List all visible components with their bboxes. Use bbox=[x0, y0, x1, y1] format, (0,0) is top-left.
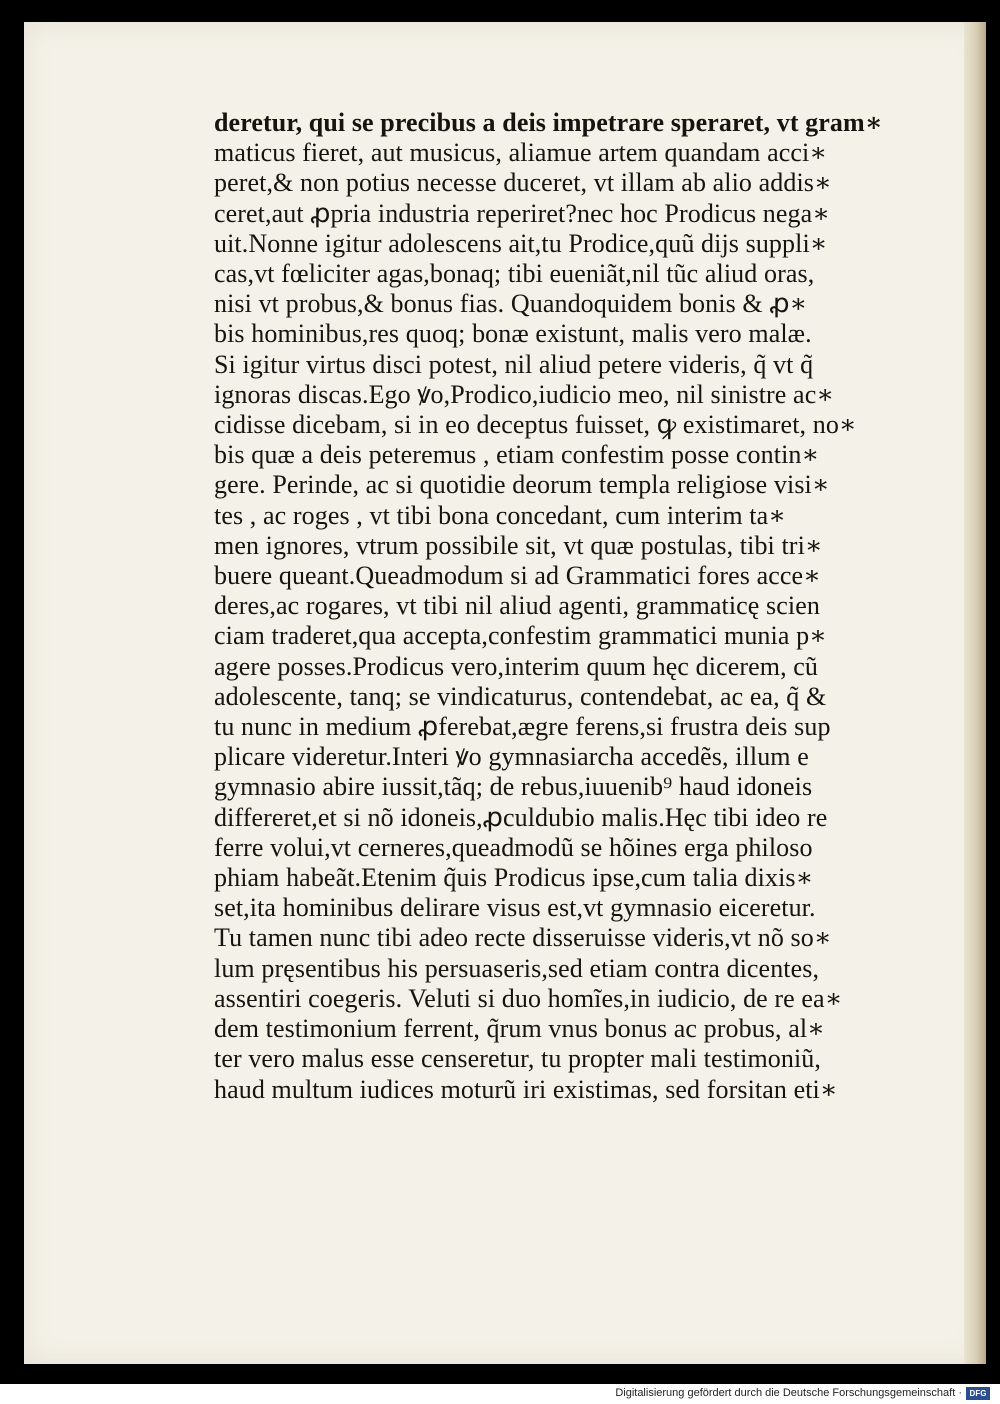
text-line: lum pręsentibus his persuaseris,sed etiam contra dicentes, bbox=[214, 953, 820, 983]
book-page bbox=[24, 22, 986, 1364]
text-line: tes , ac roges , vt tibi bona concedant, cum interim ta∗ bbox=[214, 500, 786, 530]
text-line: assentiri coegeris. Veluti si duo homĩes,in iudicio, de re ea∗ bbox=[214, 983, 843, 1013]
text-line: phiam habeãt.Etenim q̃uis Prodicus ipse,cum talia dixis∗ bbox=[214, 863, 814, 893]
text-line: bis quæ a deis peteremus , etiam confestim posse contin∗ bbox=[214, 440, 820, 470]
text-line: peret,& non potius necesse duceret, vt illam ab alio addis∗ bbox=[214, 168, 832, 198]
text-line: cas,vt fœliciter agas,bonaq; tibi eueniãt,nil tũc aliud oras, bbox=[214, 259, 815, 289]
text-line: gere. Perinde, ac si quotidie deorum templa religiose visi∗ bbox=[214, 470, 830, 500]
text-line: plicare videretur.Interi ꝟo gymnasiarcha accedẽs, illum e bbox=[214, 742, 809, 772]
text-line: haud multum iudices moturũ iri existimas, sed forsitan eti∗ bbox=[214, 1074, 838, 1104]
text-line: maticus fieret, aut musicus, aliamue artem quandam acci∗ bbox=[214, 138, 828, 168]
text-line: ter vero malus esse censeretur, tu propter mali testimoniũ, bbox=[214, 1044, 822, 1074]
text-line: ignoras discas.Ego ꝟo,Prodico,iudicio meo, nil sinistre ac∗ bbox=[214, 379, 835, 409]
text-line: set,ita hominibus delirare visus est,vt gymnasio eiceretur. bbox=[214, 893, 816, 923]
text-line: cidisse dicebam, si in eo deceptus fuisset, ꝙ existimaret, no∗ bbox=[214, 410, 857, 440]
text-line: bis hominibus,res quoq; bonæ existunt, malis vero malæ. bbox=[214, 319, 812, 349]
funding-credit: Digitalisierung gefördert durch die Deutsche Forschungsgemeinschaft · bbox=[615, 1387, 962, 1399]
text-line: deres,ac rogares, vt tibi nil aliud agenti, grammaticę scien bbox=[214, 591, 820, 621]
text-line: gymnasio abire iussit,tãq; de rebus,iuuenib⁹ haud idoneis bbox=[214, 772, 813, 802]
text-line: differeret,et si nõ idoneis,ꝓculdubio malis.Hęc tibi ideo re bbox=[214, 802, 828, 832]
page-edge bbox=[964, 22, 986, 1364]
text-line: dem testimonium ferrent, q̃rum vnus bonus ac probus, al∗ bbox=[214, 1014, 825, 1044]
text-line: adolescente, tanq; se vindicaturus, contendebat, ac ea, q̃ & bbox=[214, 681, 827, 711]
text-line: Si igitur virtus disci potest, nil aliud petere videris, q̃ vt q̃ bbox=[214, 349, 814, 379]
text-line: agere posses.Prodicus vero,interim quum hęc dicerem, cũ bbox=[214, 651, 819, 681]
text-line: men ignores, vtrum possibile sit, vt quæ postulas, tibi tri∗ bbox=[214, 530, 823, 560]
dfg-logo: DFG bbox=[966, 1387, 990, 1400]
text-line: ciam traderet,qua accepta,confestim grammatici munia p∗ bbox=[214, 621, 827, 651]
text-line: ferre volui,vt cerneres,queadmodũ se hõines erga philoso bbox=[214, 832, 813, 862]
text-block bbox=[214, 108, 914, 1105]
text-line: uit.Nonne igitur adolescens ait,tu Prodice,quũ dijs suppli∗ bbox=[214, 228, 828, 258]
text-line: deretur, qui se precibus a deis impetrare speraret, vt gram∗ bbox=[214, 108, 883, 137]
text-line: nisi vt probus,& bonus fias. Quandoquidem bonis & ꝓ∗ bbox=[214, 289, 808, 319]
text-line: ceret,aut ꝓpria industria reperiret?nec hoc Prodicus nega∗ bbox=[214, 198, 831, 228]
text-line: buere queant.Queadmodum si ad Grammatici fores acce∗ bbox=[214, 561, 821, 591]
text-line: tu nunc in medium ꝓferebat,ægre ferens,si frustra deis sup bbox=[214, 712, 831, 742]
footer bbox=[0, 1384, 1000, 1404]
text-line: Tu tamen nunc tibi adeo recte disseruisse videris,vt nõ so∗ bbox=[214, 923, 832, 953]
